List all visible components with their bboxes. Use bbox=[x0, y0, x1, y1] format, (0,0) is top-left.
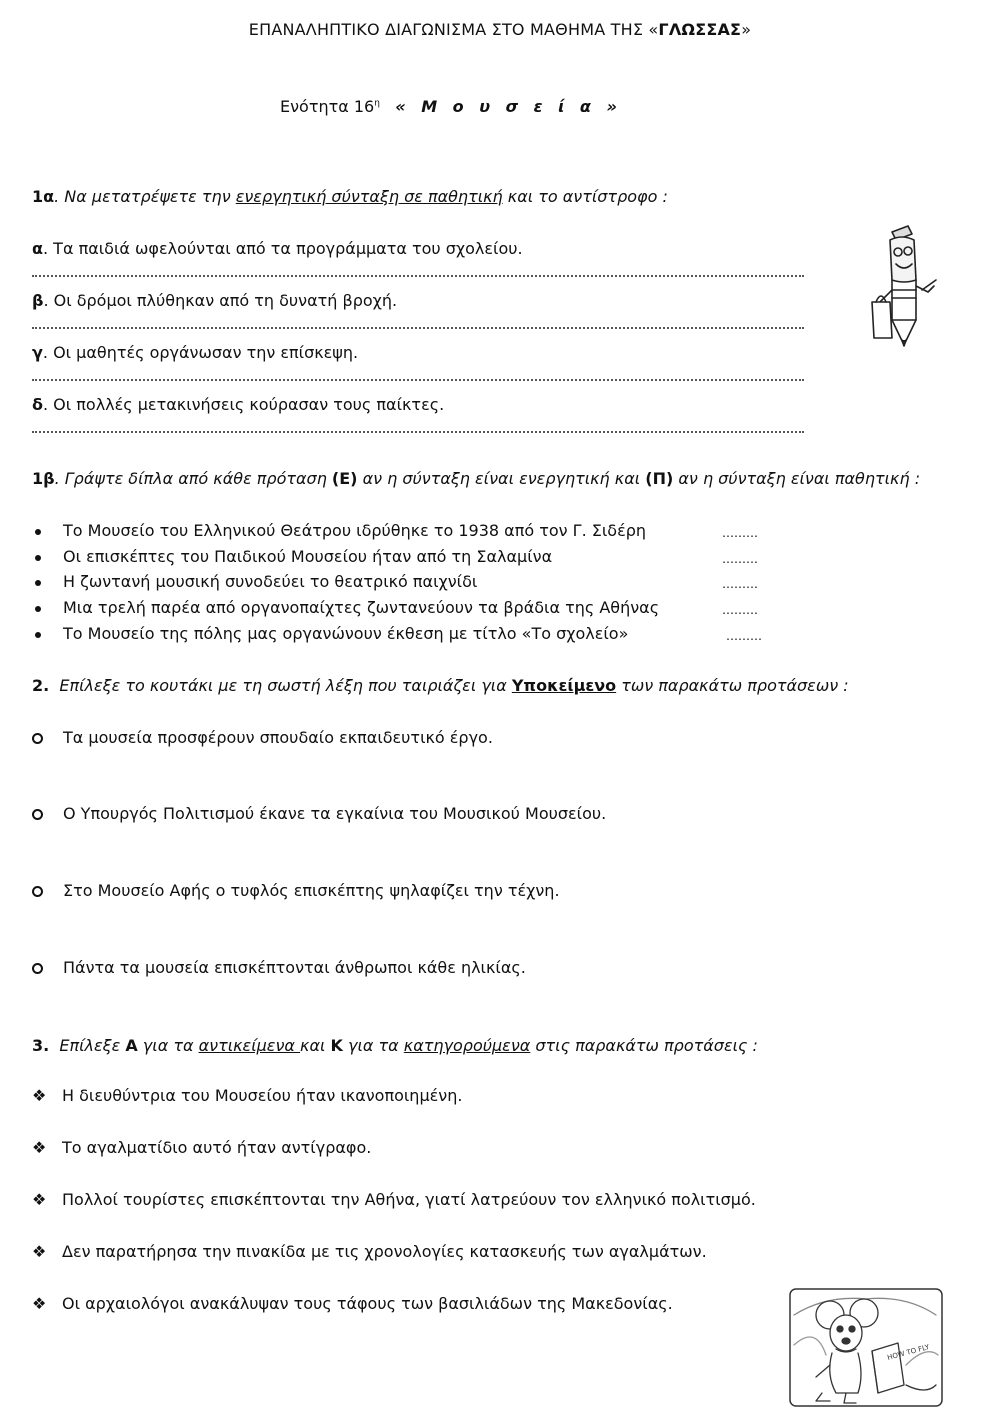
question-3-heading: 3. Επίλεξε Α για τα αντικείμενα και Κ για τα κατηγορούμενα στις παρακάτω προτάσεις : bbox=[32, 1036, 758, 1055]
bullet-icon bbox=[35, 580, 41, 586]
list-item: Μια τρελή παρέα από οργανοπαίχτες ζωντανεύουν τα βράδια της Αθήνας bbox=[35, 598, 659, 617]
answer-blank[interactable]: ……… bbox=[722, 526, 758, 540]
circle-bullet-icon bbox=[32, 809, 43, 820]
bullet-icon bbox=[35, 606, 41, 612]
list-item: Πάντα τα μουσεία επισκέπτονται άνθρωποι κάθε ηλικίας. bbox=[32, 958, 526, 977]
answer-line-c[interactable] bbox=[32, 379, 804, 381]
diamond-bullet-icon: ❖ bbox=[32, 1138, 47, 1157]
list-item: Το Μουσείο του Ελληνικού Θεάτρου ιδρύθηκε το 1938 από τον Γ. Σιδέρη bbox=[35, 521, 646, 540]
mouse-reading-book-illustration bbox=[786, 1285, 946, 1410]
list-item: Οι επισκέπτες του Παιδικού Μουσείου ήταν από τη Σαλαμίνα bbox=[35, 547, 552, 566]
list-item: Το Μουσείο της πόλης μας οργανώνουν έκθεση με τίτλο «Το σχολείο» bbox=[35, 624, 628, 643]
circle-bullet-icon bbox=[32, 963, 43, 974]
book-title-label: HOW TO FLY bbox=[886, 1343, 931, 1362]
list-item: ❖ Πολλοί τουρίστες επισκέπτονται την Αθήνα, γιατί λατρεύουν τον ελληνικό πολιτισμό. bbox=[32, 1190, 756, 1209]
answer-blank[interactable]: ……… bbox=[722, 603, 758, 617]
question-1a-item-d: δ. Οι πολλές μετακινήσεις κούρασαν τους παίκτες. bbox=[32, 395, 445, 414]
question-2-heading: 2. Επίλεξε το κουτάκι με τη σωστή λέξη που ταιριάζει για Υποκείμενο των παρακάτω προτάσεων : bbox=[32, 676, 849, 695]
answer-line-d[interactable] bbox=[32, 431, 804, 433]
question-1a-item-b: β. Οι δρόμοι πλύθηκαν από τη δυνατή βροχή. bbox=[32, 291, 398, 310]
list-item: ❖ Δεν παρατήρησα την πινακίδα με τις χρονολογίες κατασκευής των αγαλμάτων. bbox=[32, 1242, 707, 1261]
list-item: Τα μουσεία προσφέρουν σπουδαίο εκπαιδευτικό έργο. bbox=[32, 728, 493, 747]
diamond-bullet-icon: ❖ bbox=[32, 1294, 47, 1313]
bullet-icon bbox=[35, 632, 41, 638]
answer-blank[interactable]: ……… bbox=[726, 629, 762, 643]
answer-line-b[interactable] bbox=[32, 327, 804, 329]
answer-blank[interactable]: ……… bbox=[722, 552, 758, 566]
question-1b-heading: 1β. Γράψτε δίπλα από κάθε πρόταση (Ε) αν η σύνταξη είναι ενεργητική και (Π) αν η σύνταξη είναι παθητική : bbox=[32, 469, 921, 488]
page-title: ΕΠΑΝΑΛΗΠΤΙΚΟ ΔΙΑΓΩΝΙΣΜΑ ΣΤΟ ΜΑΘΗΜΑ ΤΗΣ «ΓΛΩΣΣΑΣ» bbox=[248, 20, 752, 39]
list-item: Στο Μουσείο Αφής ο τυφλός επισκέπτης ψηλαφίζει την τέχνη. bbox=[32, 881, 560, 900]
answer-blank[interactable]: ……… bbox=[722, 577, 758, 591]
bullet-icon bbox=[35, 555, 41, 561]
list-item: Ο Υπουργός Πολιτισμού έκανε τα εγκαίνια του Μουσικού Μουσείου. bbox=[32, 804, 606, 823]
unit-subtitle: Ενότητα $16^\eta$ « Μ ο υ σ ε ί α » bbox=[280, 97, 622, 116]
circle-bullet-icon bbox=[32, 886, 43, 897]
pencil-character-illustration bbox=[862, 220, 942, 355]
question-1a-heading: 1α. Να μετατρέψετε την ενεργητική σύνταξη σε παθητική και το αντίστροφο : bbox=[32, 187, 668, 206]
question-1a-item-a: α. Τα παιδιά ωφελούνται από τα προγράμματα του σχολείου. bbox=[32, 239, 523, 258]
list-item: ❖ Το αγαλματίδιο αυτό ήταν αντίγραφο. bbox=[32, 1138, 372, 1157]
list-item: Η ζωντανή μουσική συνοδεύει το θεατρικό παιχνίδι bbox=[35, 572, 477, 591]
circle-bullet-icon bbox=[32, 733, 43, 744]
diamond-bullet-icon: ❖ bbox=[32, 1086, 47, 1105]
diamond-bullet-icon: ❖ bbox=[32, 1242, 47, 1261]
list-item: ❖ Η διευθύντρια του Μουσείου ήταν ικανοποιημένη. bbox=[32, 1086, 463, 1105]
bullet-icon bbox=[35, 529, 41, 535]
diamond-bullet-icon: ❖ bbox=[32, 1190, 47, 1209]
list-item: ❖ Οι αρχαιολόγοι ανακάλυψαν τους τάφους των βασιλιάδων της Μακεδονίας. bbox=[32, 1294, 673, 1313]
question-1a-item-c: γ. Οι μαθητές οργάνωσαν την επίσκεψη. bbox=[32, 343, 359, 362]
answer-line-a[interactable] bbox=[32, 275, 804, 277]
